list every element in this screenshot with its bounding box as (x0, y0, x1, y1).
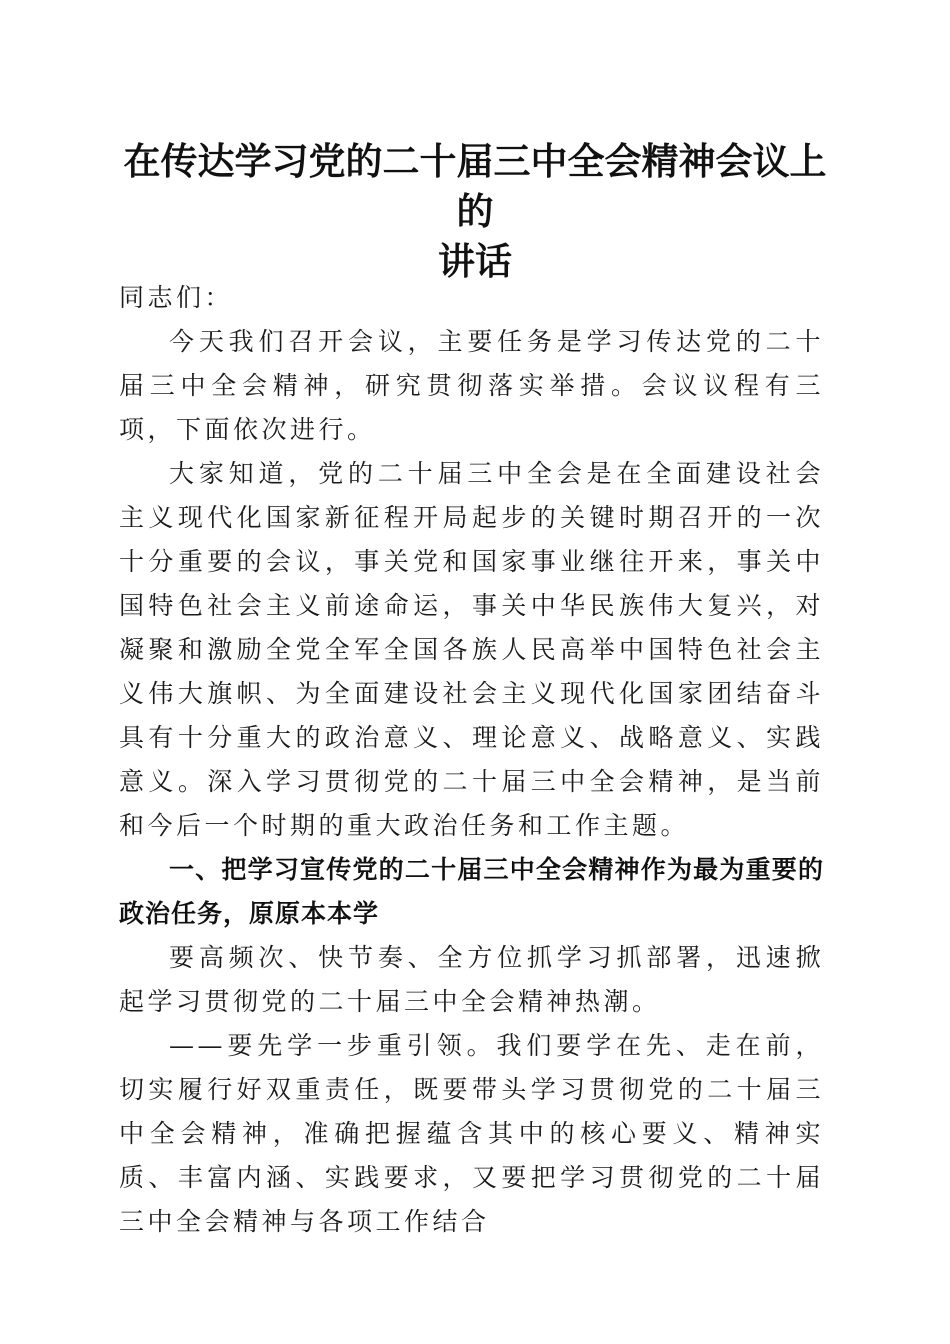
section-heading: 一、把学习宣传党的二十届三中全会精神作为最为重要的政治任务，原原本本学 (119, 855, 824, 928)
paragraph-intro: 今天我们召开会议，主要任务是学习传达党的二十届三中全会精神，研究贯彻落实举措。会议议程有三项，下面依次进行。 (119, 327, 824, 444)
document-title (110, 136, 840, 286)
paragraph-section-intro: 要高频次、快节奏、全方位抓学习抓部署，迅速掀起学习贯彻党的二十届三中全会精神热潮。 (119, 943, 824, 1016)
salutation: 同志们： (119, 283, 234, 312)
document-body (119, 276, 824, 1244)
title-line-1: 在传达学习党的二十届三中全会精神会议上的 (123, 139, 827, 233)
paragraph-background: 大家知道，党的二十届三中全会是在全面建设社会主义现代化国家新征程开局起步的关键时期召开的一次十分重要的会议，事关党和国家事业继往开来，事关中国特色社会主义前途命运，事关中华民族伟大复兴，对凝聚和激励全党全军全国各族人民高举中国特色社会主义伟大旗帜、为全面建设社会主义现代化国家团结奋斗具有十分重大的政治意义、理论意义、战略意义、实践意义。深入学习贯彻党的二十届三中全会精神，是当前和今后一个时期的重大政治任务和工作主题。 (119, 459, 824, 840)
title-line-2: 讲话 (438, 239, 512, 283)
paragraph-lead-by-learning: ——要先学一步重引领。我们要学在先、走在前，切实履行好双重责任，既要带头学习贯彻党的二十届三中全会精神，准确把握蕴含其中的核心要义、精神实质、丰富内涵、实践要求，又要把学习贯彻党的二十届三中全会精神与各项工作结合 (119, 1031, 824, 1236)
